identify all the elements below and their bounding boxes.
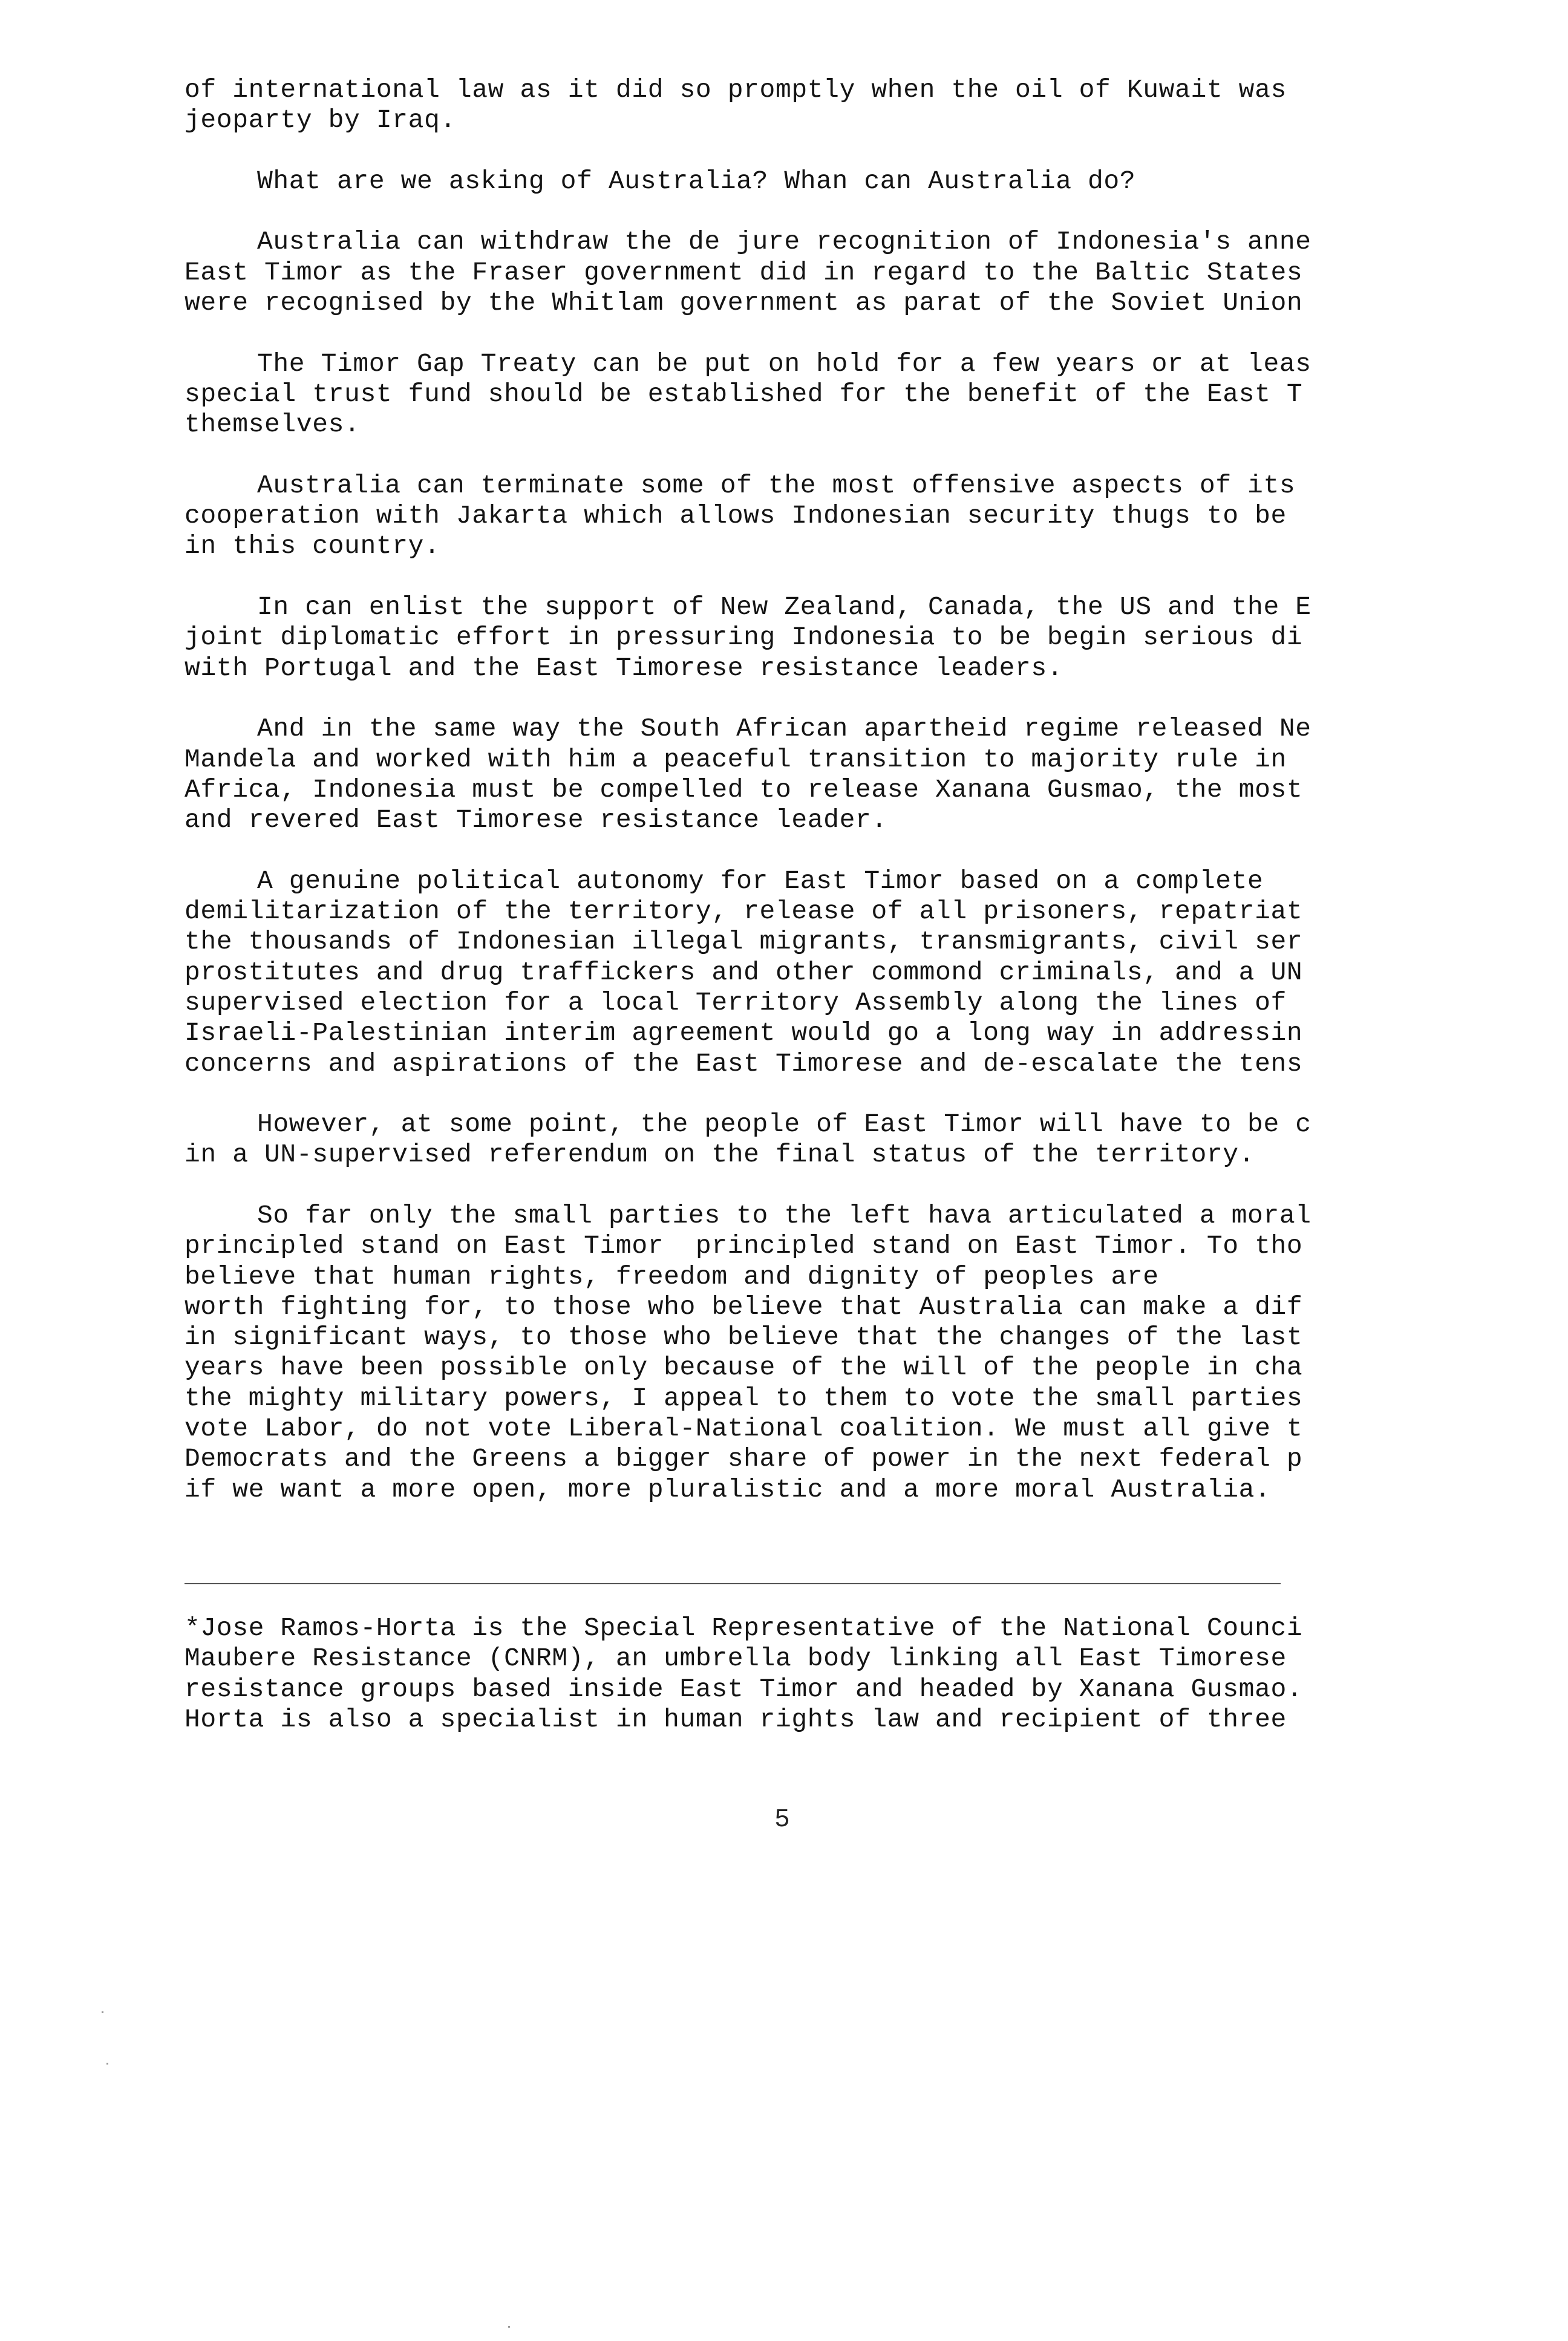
paragraph (185, 166, 1461, 197)
paragraph (185, 471, 1461, 562)
text-line: of international law as it did so promptly when the oil of Kuwait was (185, 75, 1287, 105)
paragraph (185, 75, 1461, 136)
scan-speck (508, 2326, 510, 2328)
paragraph (185, 227, 1461, 318)
text-line: if we want a more open, more pluralistic and a more moral Australia. (185, 1474, 1271, 1504)
text-line: However, at some point, the people of East Timor will have to be c (257, 1109, 1312, 1140)
paragraph (185, 349, 1461, 440)
paragraph (185, 592, 1461, 684)
text-line: cooperation with Jakarta which allows Indonesian security thugs to be (185, 501, 1287, 531)
footnote-line: Maubere Resistance (CNRM), an umbrella body linking all East Timorese (185, 1644, 1287, 1674)
text-line: in a UN-supervised referendum on the final status of the territory. (185, 1140, 1255, 1170)
text-line: demilitarization of the territory, release of all prisoners, repatriat (185, 896, 1303, 927)
text-line: the thousands of Indonesian illegal migrants, transmigrants, civil ser (185, 927, 1303, 957)
footnote-line: resistance groups based inside East Timor and headed by Xanana Gusmao. (185, 1674, 1303, 1704)
text-line: special trust fund should be established for the benefit of the East T (185, 379, 1303, 409)
page-number: 5 (774, 1804, 790, 1834)
text-line: A genuine political autonomy for East Timor based on a complete (257, 866, 1264, 896)
text-line: And in the same way the South African apartheid regime released Ne (257, 714, 1312, 744)
text-line: were recognised by the Whitlam government as parat of the Soviet Union (185, 288, 1303, 318)
footnote-separator-rule (185, 1583, 1281, 1584)
text-line: joint diplomatic effort in pressuring Indonesia to be begin serious di (185, 622, 1303, 653)
text-line: with Portugal and the East Timorese resistance leaders. (185, 653, 1063, 683)
text-line: So far only the small parties to the left hava articulated a moral (257, 1200, 1312, 1230)
text-line: principled stand on East Timor principled stand on East Timor. To tho (185, 1231, 1303, 1261)
footnote (185, 1613, 1461, 1735)
scan-speck (106, 2063, 108, 2065)
text-line: concerns and aspirations of the East Timorese and de-escalate the tens (185, 1048, 1303, 1079)
text-line: themselves. (185, 410, 361, 440)
text-line: jeoparty by Iraq. (185, 105, 456, 135)
body-text (185, 75, 1461, 1505)
footnote-line: Horta is also a specialist in human rights law and recipient of three (185, 1704, 1287, 1734)
text-line: and revered East Timorese resistance leader. (185, 805, 887, 835)
text-line: Israeli-Palestinian interim agreement would go a long way in addressin (185, 1018, 1303, 1048)
paragraph (185, 1201, 1461, 1505)
text-line: Mandela and worked with him a peaceful transition to majority rule in (185, 744, 1287, 774)
text-line: supervised election for a local Territory Assembly along the lines of (185, 987, 1287, 1017)
text-line: In can enlist the support of New Zealand, Canada, the US and the E (257, 592, 1312, 622)
text-line: Democrats and the Greens a bigger share of power in the next federal p (185, 1444, 1303, 1474)
text-line: years have been possible only because of the will of the people in cha (185, 1353, 1303, 1383)
paragraph (185, 866, 1461, 1079)
footnote-line: *Jose Ramos-Horta is the Special Representative of the National Counci (185, 1613, 1303, 1643)
text-line: worth fighting for, to those who believe that Australia can make a dif (185, 1291, 1303, 1322)
paragraph (185, 1109, 1461, 1170)
text-line: Australia can withdraw the de jure recognition of Indonesia's anne (257, 227, 1312, 257)
text-line: What are we asking of Australia? Whan can Australia do? (257, 166, 1136, 196)
text-line: in significant ways, to those who believe that the changes of the last (185, 1322, 1303, 1353)
text-line: Africa, Indonesia must be compelled to release Xanana Gusmao, the most (185, 774, 1303, 805)
text-line: the mighty military powers, I appeal to them to vote the small parties (185, 1383, 1303, 1413)
text-line: believe that human rights, freedom and dignity of peoples are (185, 1261, 1159, 1291)
paragraph (185, 714, 1461, 835)
scan-speck (102, 2011, 103, 2013)
text-line: Australia can terminate some of the most offensive aspects of its (257, 470, 1296, 500)
text-line: vote Labor, do not vote Liberal-National coalition. We must all give t (185, 1414, 1303, 1444)
text-line: prostitutes and drug traffickers and other commond criminals, and a UN (185, 957, 1303, 987)
text-line: The Timor Gap Treaty can be put on hold for a few years or at leas (257, 348, 1312, 379)
text-line: in this country. (185, 531, 440, 561)
text-line: East Timor as the Fraser government did in regard to the Baltic States (185, 257, 1303, 287)
